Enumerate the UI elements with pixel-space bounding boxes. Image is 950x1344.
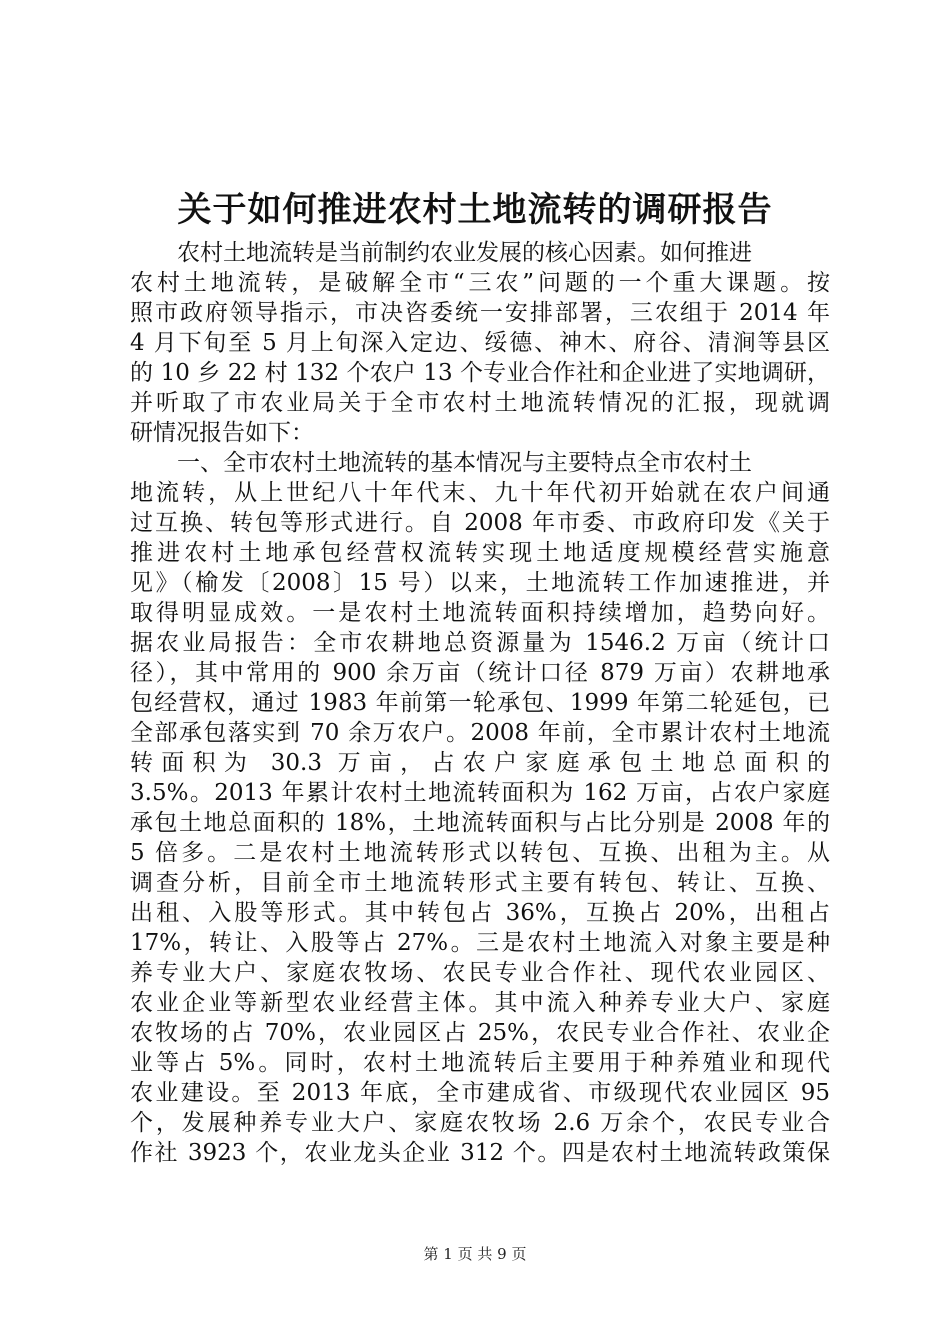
body-line: 17%，转让、入股等占 27%。三是农村土地流入对象主要是种 — [130, 930, 830, 956]
body-line: 个，发展种养专业大户、家庭农牧场 2.6 万余个，农民专业合 — [130, 1110, 830, 1136]
document-title: 关于如何推进农村土地流转的调研报告 — [177, 190, 773, 230]
body-line: 研情况报告如下： — [130, 420, 314, 446]
document-body — [130, 238, 830, 1168]
body-line: 养专业大户、家庭农牧场、农民专业合作社、现代农业园区、 — [130, 960, 830, 986]
body-line: 过互换、转包等形式进行。自 2008 年市委、市政府印发《关于 — [130, 510, 830, 536]
body-line: 作社 3923 个，农业龙头企业 312 个。四是农村土地流转政策保 — [130, 1140, 830, 1166]
body-line: 4 月下旬至 5 月上旬深入定边、绥德、神木、府谷、清涧等县区 — [130, 330, 830, 356]
body-line: 农牧场的占 70%，农业园区占 25%，农民专业合作社、农业企 — [130, 1020, 830, 1046]
body-line: 取得明显成效。一是农村土地流转面积持续增加，趋势向好。 — [130, 600, 830, 626]
body-line: 农村土地流转是当前制约农业发展的核心因素。如何推进 — [177, 240, 752, 266]
body-line: 农业企业等新型农业经营主体。其中流入种养专业大户、家庭 — [130, 990, 830, 1016]
body-line: 农业建设。至 2013 年底，全市建成省、市级现代农业园区 95 — [130, 1080, 830, 1106]
body-line: 农村土地流转，是破解全市“三农”问题的一个重大课题。按 — [130, 270, 830, 296]
body-line: 出租、入股等形式。其中转包占 36%，互换占 20%，出租占 — [130, 900, 830, 926]
body-line: 径），其中常用的 900 余万亩（统计口径 879 万亩）农耕地承 — [130, 660, 830, 686]
body-line: 见》（榆发〔2008〕15 号）以来，土地流转工作加速推进，并 — [130, 570, 830, 596]
body-line: 承包土地总面积的 18%，土地流转面积与占比分别是 2008 年的 — [130, 810, 830, 836]
body-line: 转面积为 30.3 万亩，占农户家庭承包土地总面积的 — [130, 750, 830, 776]
body-line: 全部承包落实到 70 余万农户。2008 年前，全市累计农村土地流 — [130, 720, 830, 746]
body-line: 推进农村土地承包经营权流转实现土地适度规模经营实施意 — [130, 540, 830, 566]
body-line: 地流转，从上世纪八十年代末、九十年代初开始就在农户间通 — [130, 480, 830, 506]
body-line: 包经营权，通过 1983 年前第一轮承包、1999 年第二轮延包，已 — [130, 690, 830, 716]
body-line: 业等占 5%。同时，农村土地流转后主要用于种养殖业和现代 — [130, 1050, 830, 1076]
body-line: 3.5%。2013 年累计农村土地流转面积为 162 万亩，占农户家庭 — [130, 780, 830, 806]
body-line: 照市政府领导指示，市决咨委统一安排部署，三农组于 2014 年 — [130, 300, 830, 326]
body-line: 5 倍多。二是农村土地流转形式以转包、互换、出租为主。从 — [130, 840, 830, 866]
body-line: 一、全市农村土地流转的基本情况与主要特点全市农村土 — [177, 450, 752, 476]
body-line: 的 10 乡 22 村 132 个农户 13 个专业合作社和企业进了实地调研， — [130, 360, 830, 386]
page-number-footer: 第 1 页 共 9 页 — [423, 1245, 527, 1263]
body-line: 据农业局报告：全市农耕地总资源量为 1546.2 万亩（统计口 — [130, 630, 830, 656]
body-line: 并听取了市农业局关于全市农村土地流转情况的汇报，现就调 — [130, 390, 830, 416]
body-line: 调查分析，目前全市土地流转形式主要有转包、转让、互换、 — [130, 870, 830, 896]
